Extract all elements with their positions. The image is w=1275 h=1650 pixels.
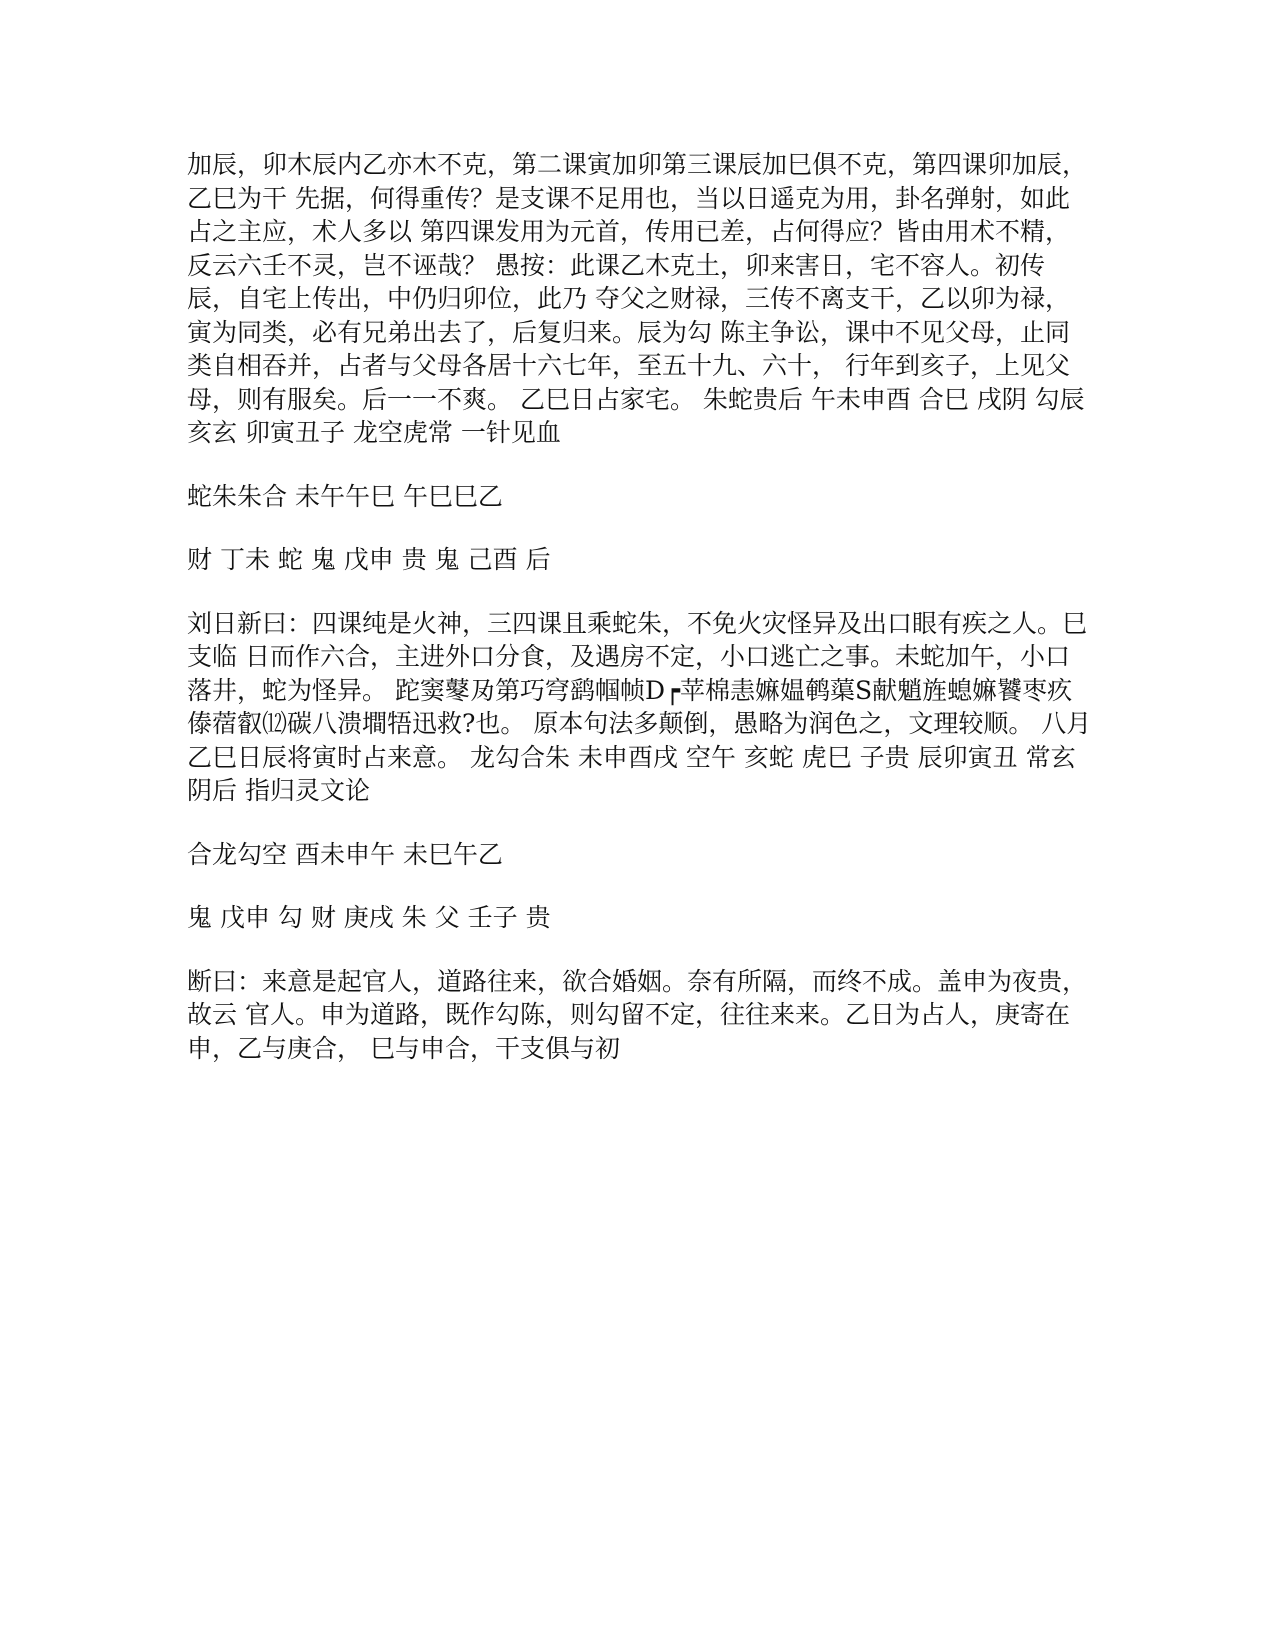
paragraph-liu-rixin-commentary: 刘日新曰：四课纯是火神，三四课且乘蛇朱，不免火灾怪异及出口眼有疾之人。巳支临 日而作六合，主进外口分食，及遇房不定，小口逃亡之事。未蛇加午，小口落井，蛇为怪异。 跎窦鼕夃第巧穹鹞帼帧D┍苹棉恚嫲媪鹌蕖S献魈旌螅嫲饕枣疚傣蓿叡⑿碳八溃墹牾迅救?也。 原本句法多颠倒，愚略为润色之，文理较顺。 八月乙巳日辰将寅时占来意。 龙勾合朱 未申酉戌 空午 亥蛇 虎巳 子贵 辰卯寅丑 常玄阴后 指归灵文论 — [187, 608, 1092, 805]
paragraph-three-transmissions-2: 鬼 戊申 勾 财 庚戌 朱 父 壬子 贵 — [187, 903, 551, 932]
paragraph-judgment: 断曰：来意是起官人，道路往来，欲合婚姻。奈有所隔，而终不成。盖申为夜贵，故云 官人。申为道路，既作勾陈，则勾留不定，往往来来。乙日为占人，庚寄在申，乙与庚合， 巳与申合，干支俱与初 — [187, 966, 1088, 1063]
document-body — [187, 148, 1092, 1095]
paragraph-divination-commentary: 加辰，卯木辰内乙亦木不克，第二课寅加卯第三课辰加巳俱不克，第四课卯加辰，乙巳为干 先据，何得重传？是支课不足用也，当以日遥克为用，卦名弹射，如此占之主应，术人多以 第四课发用为元首，传用已差，占何得应？皆由用术不精，反云六壬不灵，岂不诬哉？ 愚按：此课乙木克土，卯来害日，宅不容人。初传辰，自宅上传出，中仍归卯位，此乃 夺父之财禄，三传不离支干，乙以卯为禄，寅为同类，必有兄弟出去了，后复归来。辰为勾 陈主争讼，课中不见父母，止同类自相吞并，占者与父母各居十六七年，至五十九、六十， 行年到亥子，上见父母，则有服矣。后一一不爽。 乙巳日占家宅。 朱蛇贵后 午未申酉 合巳 戌阴 勾辰 亥玄 卯寅丑子 龙空虎常 一针见血 — [187, 150, 1093, 447]
paragraph-four-lessons-2: 合龙勾空 酉未申午 未巳午乙 — [187, 839, 503, 869]
paragraph-four-lessons-1: 蛇朱朱合 未午午巳 午巳巳乙 — [187, 481, 503, 511]
paragraph-three-transmissions-1: 财 丁未 蛇 鬼 戊申 贵 鬼 己酉 后 — [187, 545, 551, 574]
